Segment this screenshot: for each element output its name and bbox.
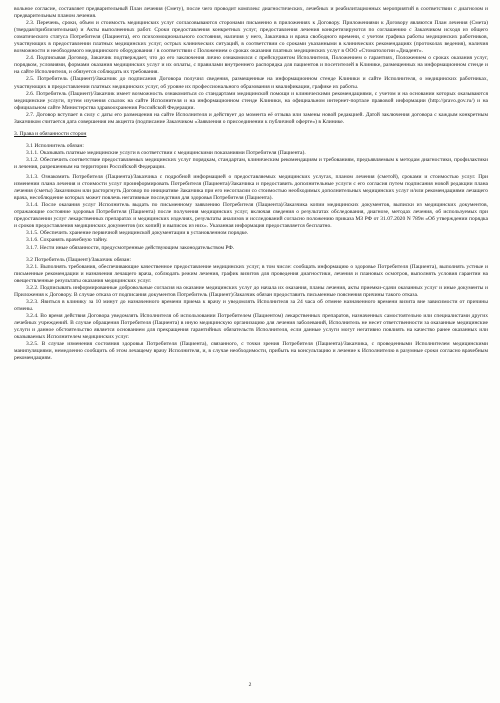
paragraph-3-1-2: 3.1.2. Обеспечить соответствие предоставляемых медицинских услуг порядкам, стандартам, клиническим рекомендациям и требованиям, предъявляемым к методам диагностики, профилактики и лечения, разрешенным на территории Российской Федерации. bbox=[14, 156, 488, 170]
paragraph-2-7: 2.7. Договор вступает в силу с даты его размещения на сайте Исполнителя и действует до момента её отзыва или замены новой редакцией. Датой заключения договора с каждым конкретным Заказчиком считается дата совершения им акцепта (подписание Заказчиком «Заявления о присоединении к публичной оферте») в Клинике. bbox=[14, 111, 488, 125]
paragraph-2-5: 2.5. Потребитель (Пациент)/Заказчик до подписания Договора получил сведения, размещенные на информационном стенде Клиники и сайте Исполнителя, о медицинских работниках, участвующих в предоставлении платных медицинских услуг, об уровне их профессионального образования и квалификации, графике их работы. bbox=[14, 76, 488, 90]
paragraph-continued: вольное согласие, составляет предварительный План лечения (Смету), после чего проводит комплекс диагностических, лечебных и реабилитационных мероприятий в соответствии с диагнозом и предварительным планом лечения. bbox=[14, 6, 488, 20]
paragraph-3-2-1: 3.2.1. Выполнять требования, обеспечивающие качественное предоставление медицинских услуг, в том числе: сообщать информацию о здоровье Потребителя (Пациента), выполнять устные и письменные рекомендации и назначения лечащего врача, соблюдать режим лечения, график визитов для проведения диагностики, лечения и плановых осмотров, выполнять условия гарантии на овеществленные результаты оказания медицинских услуг. bbox=[14, 263, 488, 284]
paragraph-3-2-2: 3.2.2. Подписывать информированные добровольные согласия на оказание медицинских услуг до начала их оказания, планы лечения, акты приемки-сдачи оказанных услуг и иные документы и Приложения к Договору. В случае отказа от подписания документов Потребитель (Пациент)/Заказчик обязан предоставить письменные пояснения причины такого отказа. bbox=[14, 284, 488, 298]
page-number: 2 bbox=[248, 682, 252, 688]
paragraph-2-4: 2.4. Подписывая Договор, Заказчик подтверждает, что до его заключения лично ознакомился с прейскурантом Исполнителя, Положением о гарантиях, Положением о сроках оказания услуг, порядком, условиями, формами оказания медицинских услуг и их оплаты, с правилами внутреннего распорядка для пациентов и посетителей в Клинике, размещенных на информационном стенде и на сайте Исполнителя, и обязуется соблюдать их требования. bbox=[14, 55, 488, 76]
paragraph-3-1-6: 3.1.6. Сохранять врачебную тайну. bbox=[26, 237, 108, 244]
paragraph-3-2-3: 3.2.3. Явиться в клинику за 10 минут до назначенного времени приема к врачу и уведомлять Исполнителя за 24 часа об отмене назначенного времени визита вне зависимости от причины отмены. bbox=[14, 298, 488, 312]
executor-heading: 3.1 Исполнитель обязан: bbox=[26, 142, 84, 149]
paragraph-3-1-7: 3.1.7. Нести иные обязанности, предусмотренные действующим законодательством РФ. bbox=[26, 244, 235, 251]
paragraph-3-1-3: 3.1.3. Ознакомить Потребителя (Пациента)/Заказчика с подробной информацией о предоставляемых медицинских услугах, планом лечения (сметой), сроками и стоимостью услуг. При изменении плана лечения и стоимости услуг проинформировать Потребителя (Пациента)/Заказчика и предоставить дополнительные услуги с его согласия путем подписания новой редакции плана лечения (сметы) Заказчиком или расторгнуть Договор по инициативе Заказчика при его несогласии со стоимостью необходимых дополнительных медицинских услуг и/или рекомендациями лечащего врача, несоблюдение которых может повлечь негативные последствия для здоровья Потребителя (Пациента). bbox=[14, 174, 488, 202]
paragraph-3-2-5: 3.2.5. В случае изменения состояния здоровья Потребителя (Пациента), связанного, с точки зрения Потребителя (Пациента)/Заказчика, с проведенными Исполнителем медицинскими манипуляциями, немедленно сообщить об этом лечащему врачу Исполнителя, и, в случае необходимости, прибыть на консультацию и лечение к Исполнителю в разумные сроки согласно врачебным рекомендациям. bbox=[14, 341, 488, 362]
paragraph-3-1-1: 3.1.1. Оказывать платные медицинские услуги в соответствии с медицинскими показаниями Потребителя (Пациента). bbox=[26, 149, 306, 156]
paragraph-3-1-5: 3.1.5. Обеспечить хранение первичной медицинской документации в установленном порядке. bbox=[26, 230, 249, 237]
paragraph-3-1-4: 3.1.4. После оказания услуг Исполнитель выдать по письменному заявлению Потребителя (Пациента)/Заказчика копии медицинских документов, выписки из медицинских документов, отражающие состояние здоровья Потребителя (Пациента) после получения медицинских услуг, включая сведения о результатах обследования, диагнозе, методах лечения, об используемых при предоставлении услуг лекарственных препаратах и медицинских изделиях, результаты анализов и исследований согласно положению приказа МЗ РФ от 31.07.2020 N 789н «Об утверждении порядка и сроков предоставления медицинских документов (их копий) и выписок из них». Указанная информация предоставляется бесплатно. bbox=[14, 202, 488, 230]
paragraph-3-2-4: 3.2.4. Во время действия Договора уведомлять Исполнителя об использовании Потребителем (Пациентом) лекарственных препаратов, назначенных самостоятельно или специалистами других лечебных учреждений. В случае обращения Потребителя (Пациента) в иную медицинскую организацию для лечения заболеваний, Исполнитель не несет ответственности за оказанные медицинские услуги и данное обстоятельство является основанием для прекращения гарантийных обязательств Исполнителя, если данные услуги могут негативно повлиять на качество ранее оказанных или оказываемых Исполнителем медицинских услуг. bbox=[14, 312, 488, 341]
patient-heading: 3.2 Потребитель (Пациент)/Заказчик обязан: bbox=[26, 256, 132, 263]
section-title: 3. Права и обязанности сторон bbox=[14, 130, 87, 137]
paragraph-2-3: 2.3. Перечень, сроки, объем и стоимость медицинских услуг согласовываются сторонами письменно в приложениях к Договору. Приложениями к Договору являются План лечения (Смета) (твердая/приблизительная) и Акты выполненных работ. Сроки предоставления конкретных услуг, предоставления лечения конкретизируются по соглашению с Заказчиком исходя из общего соматического статуса Потребителя (Пациента), его психоэмоционального состояния, наличия у него, Заказчика и врача свободного времени, с учетом графика работы медицинских работников, участвующих в предоставлении платных медицинских услуг, острых клинических ситуаций, в соответствии со сроками указанными в клинических рекомендациях (протоколах ведения), наличия возможности и необходимого медицинского оборудования / в соответствии с Положением о сроках оказания платных медицинских услуг в ООО «Стоматологии «Диадент». bbox=[14, 20, 488, 55]
paragraph-2-6: 2.6. Потребитель (Пациент)/Заказчик имеет возможность ознакомиться со стандартами медицинской помощи и клиническими рекомендациями, с учетом и на основании которых оказываются медицинские услуги, путем изучения ссылок на сайте Исполнителя и на информационном стенде Клиники, на официальном интернет-портале правовой информации (http://pravo.gov.ru/) и на официальном сайте Министерства здравоохранения Российской Федерации. bbox=[14, 90, 488, 111]
